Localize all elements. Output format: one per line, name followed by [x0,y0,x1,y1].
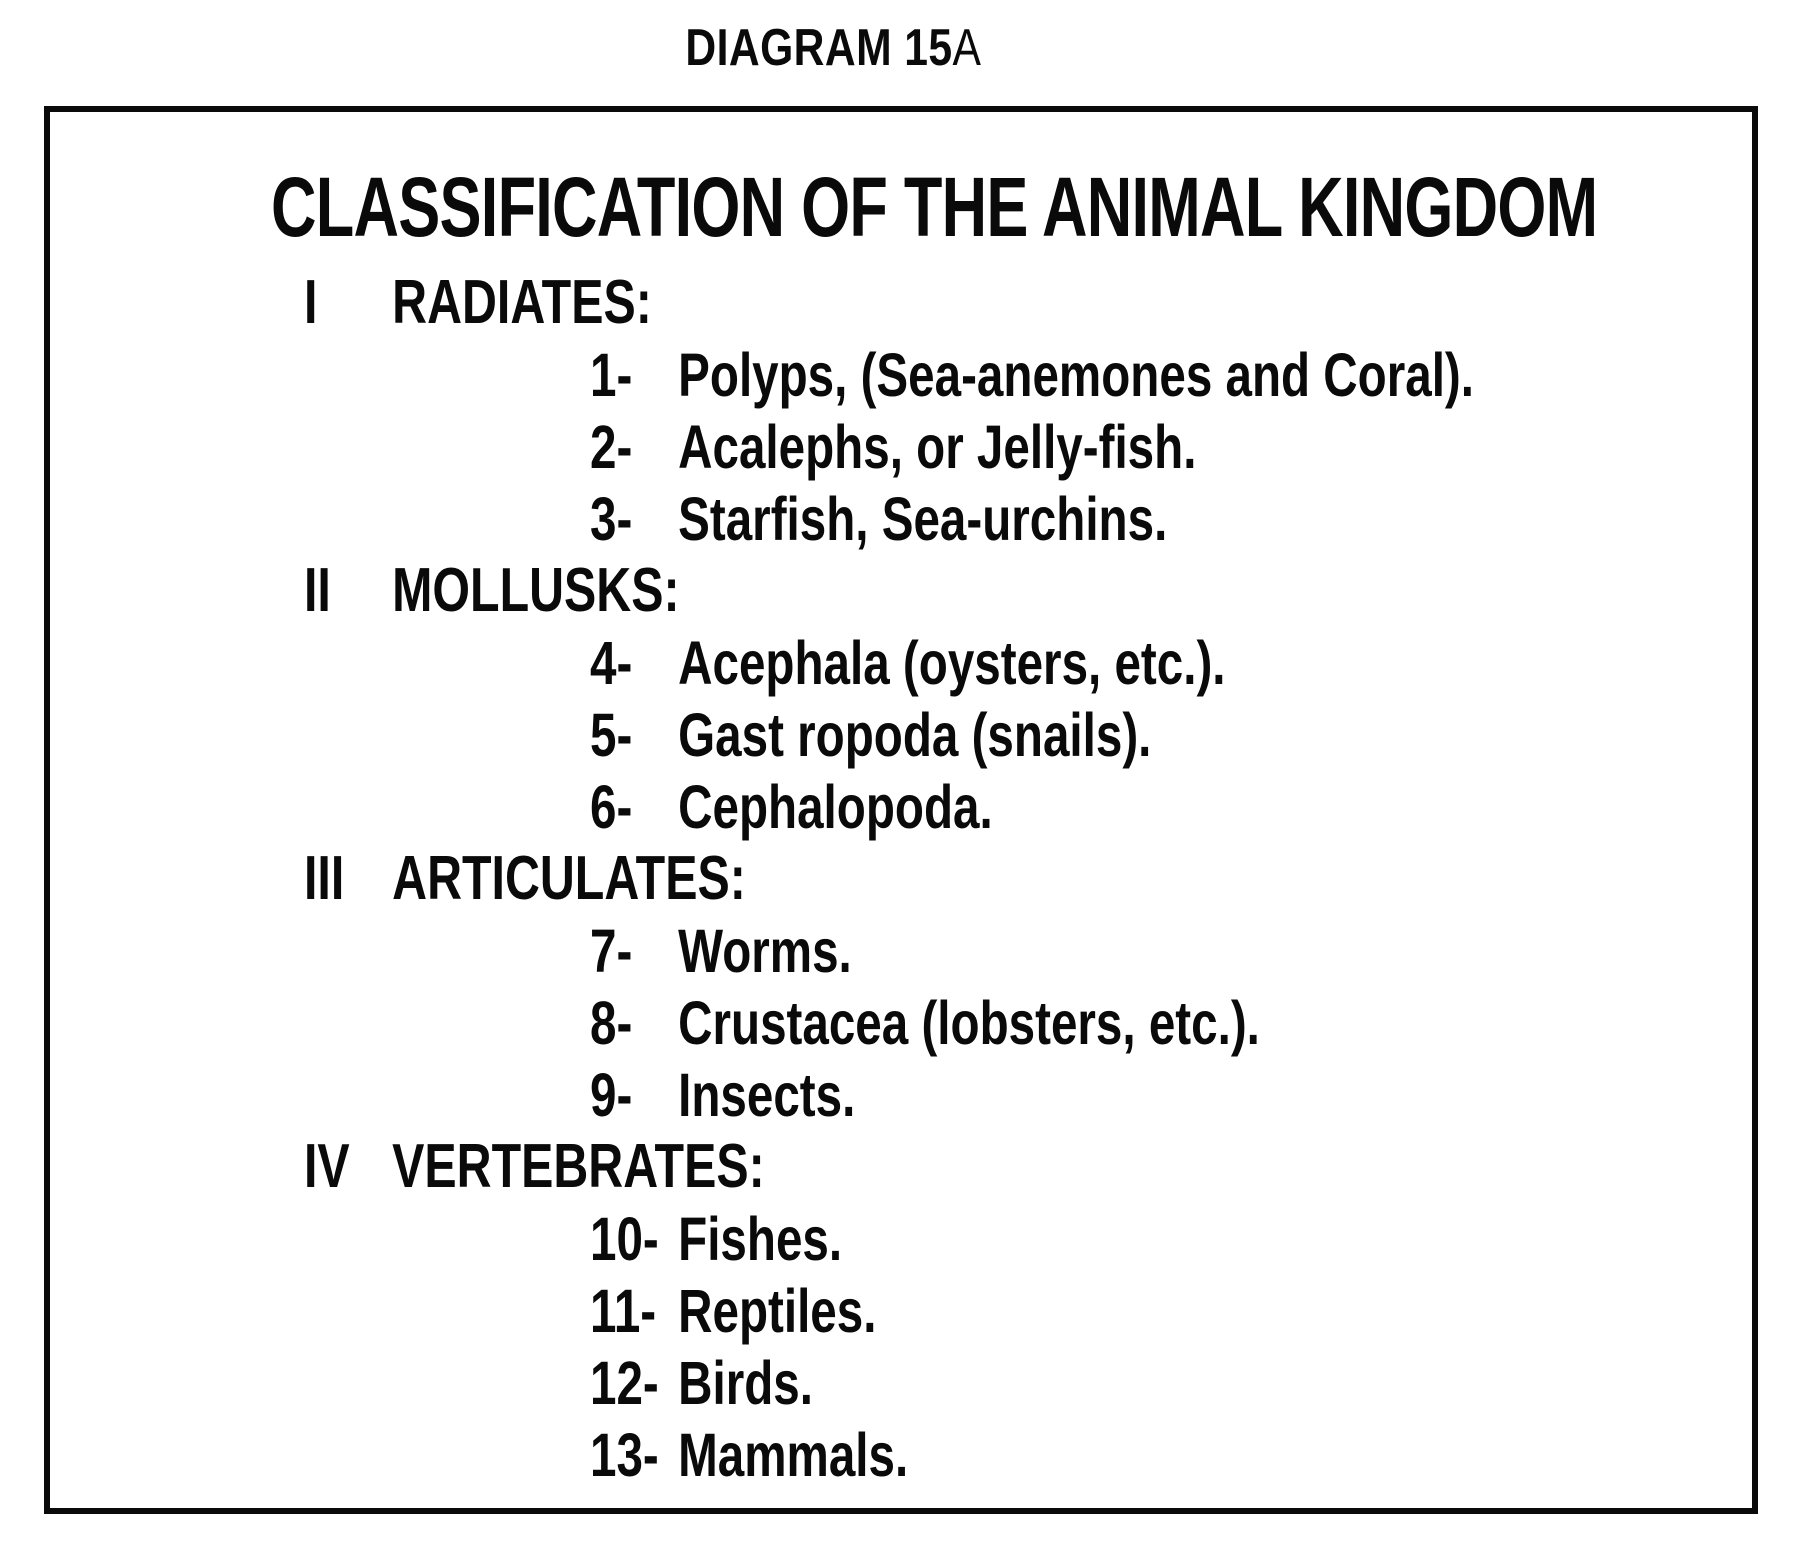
section-heading-content [304,1131,765,1203]
page-title-text [685,20,981,77]
diagram-frame [44,106,1758,1514]
list-item-acephala [50,627,1752,699]
item-text: Mammals. [678,1421,909,1489]
list-item-content [590,627,1226,699]
list-item-polyps [50,339,1752,411]
item-text: Starfish, Sea-urchins. [678,485,1168,553]
list-item-content [590,339,1474,411]
list-item-content [590,915,852,987]
item-text: Birds. [678,1349,813,1417]
item-number: 6- [590,773,633,841]
item-number: 11- [590,1277,657,1345]
section-numeral: IV [304,1132,350,1201]
item-text: Acephala (oysters, etc.). [678,629,1226,697]
list-item-mammals [50,1419,1752,1491]
section-heading-mollusks [50,555,1752,627]
list-item-content [590,1203,842,1275]
section-heading-content [304,267,652,339]
section-label: MOLLUSKS: [392,556,680,625]
figure-title-text: CLASSIFICATION OF THE ANIMAL KINGDOM [271,160,1598,254]
list-item-reptiles [50,1275,1752,1347]
section-heading-content [304,555,680,627]
list-item-birds [50,1347,1752,1419]
item-text: Crustacea (lobsters, etc.). [678,989,1260,1057]
item-number: 8- [590,989,633,1057]
item-text: Cephalopoda. [678,773,993,841]
list-item-starfish [50,483,1752,555]
item-text: Reptiles. [678,1277,877,1345]
list-item-fishes [50,1203,1752,1275]
section-label: VERTEBRATES: [392,1132,765,1201]
page-title-bold: DIAGRAM 15 [685,19,953,77]
item-number: 1- [590,341,633,409]
item-number: 2- [590,413,633,481]
page-title [0,20,1666,77]
item-number: 7- [590,917,633,985]
section-heading-vertebrates [50,1131,1752,1203]
list-item-gastropoda [50,699,1752,771]
list-item-insects [50,1059,1752,1131]
page-title-suffix: A [952,19,981,77]
list-item-content [590,483,1167,555]
list-item-content [590,771,993,843]
item-number: 3- [590,485,633,553]
item-number: 13- [590,1421,659,1489]
list-item-content [590,1347,813,1419]
section-label: ARTICULATES: [392,844,746,913]
item-text: Worms. [678,917,852,985]
item-text: Insects. [678,1061,856,1129]
section-heading-articulates [50,843,1752,915]
list-item-content [590,1419,908,1491]
list-item-content [590,699,1151,771]
item-text: Gast ropoda (snails). [678,701,1152,769]
list-item-acalephs [50,411,1752,483]
item-number: 10- [590,1205,659,1273]
list-item-content [590,411,1196,483]
item-text: Fishes. [678,1205,843,1273]
classification-list [50,267,1752,1491]
list-item-content [590,1059,855,1131]
list-item-cephalopoda [50,771,1752,843]
list-item-crustacea [50,987,1752,1059]
item-number: 12- [590,1349,659,1417]
section-heading-radiates [50,267,1752,339]
figure-title [50,160,1752,254]
item-text: Acalephs, or Jelly-fish. [678,413,1197,481]
section-numeral: III [304,844,345,913]
item-text: Polyps, (Sea-anemones and Coral). [678,341,1474,409]
section-numeral: I [304,268,318,337]
list-item-content [590,987,1260,1059]
section-heading-content [304,843,746,915]
item-number: 9- [590,1061,633,1129]
item-number: 4- [590,629,633,697]
item-number: 5- [590,701,633,769]
section-numeral: II [304,556,331,625]
section-label: RADIATES: [392,268,652,337]
list-item-worms [50,915,1752,987]
list-item-content [590,1275,876,1347]
